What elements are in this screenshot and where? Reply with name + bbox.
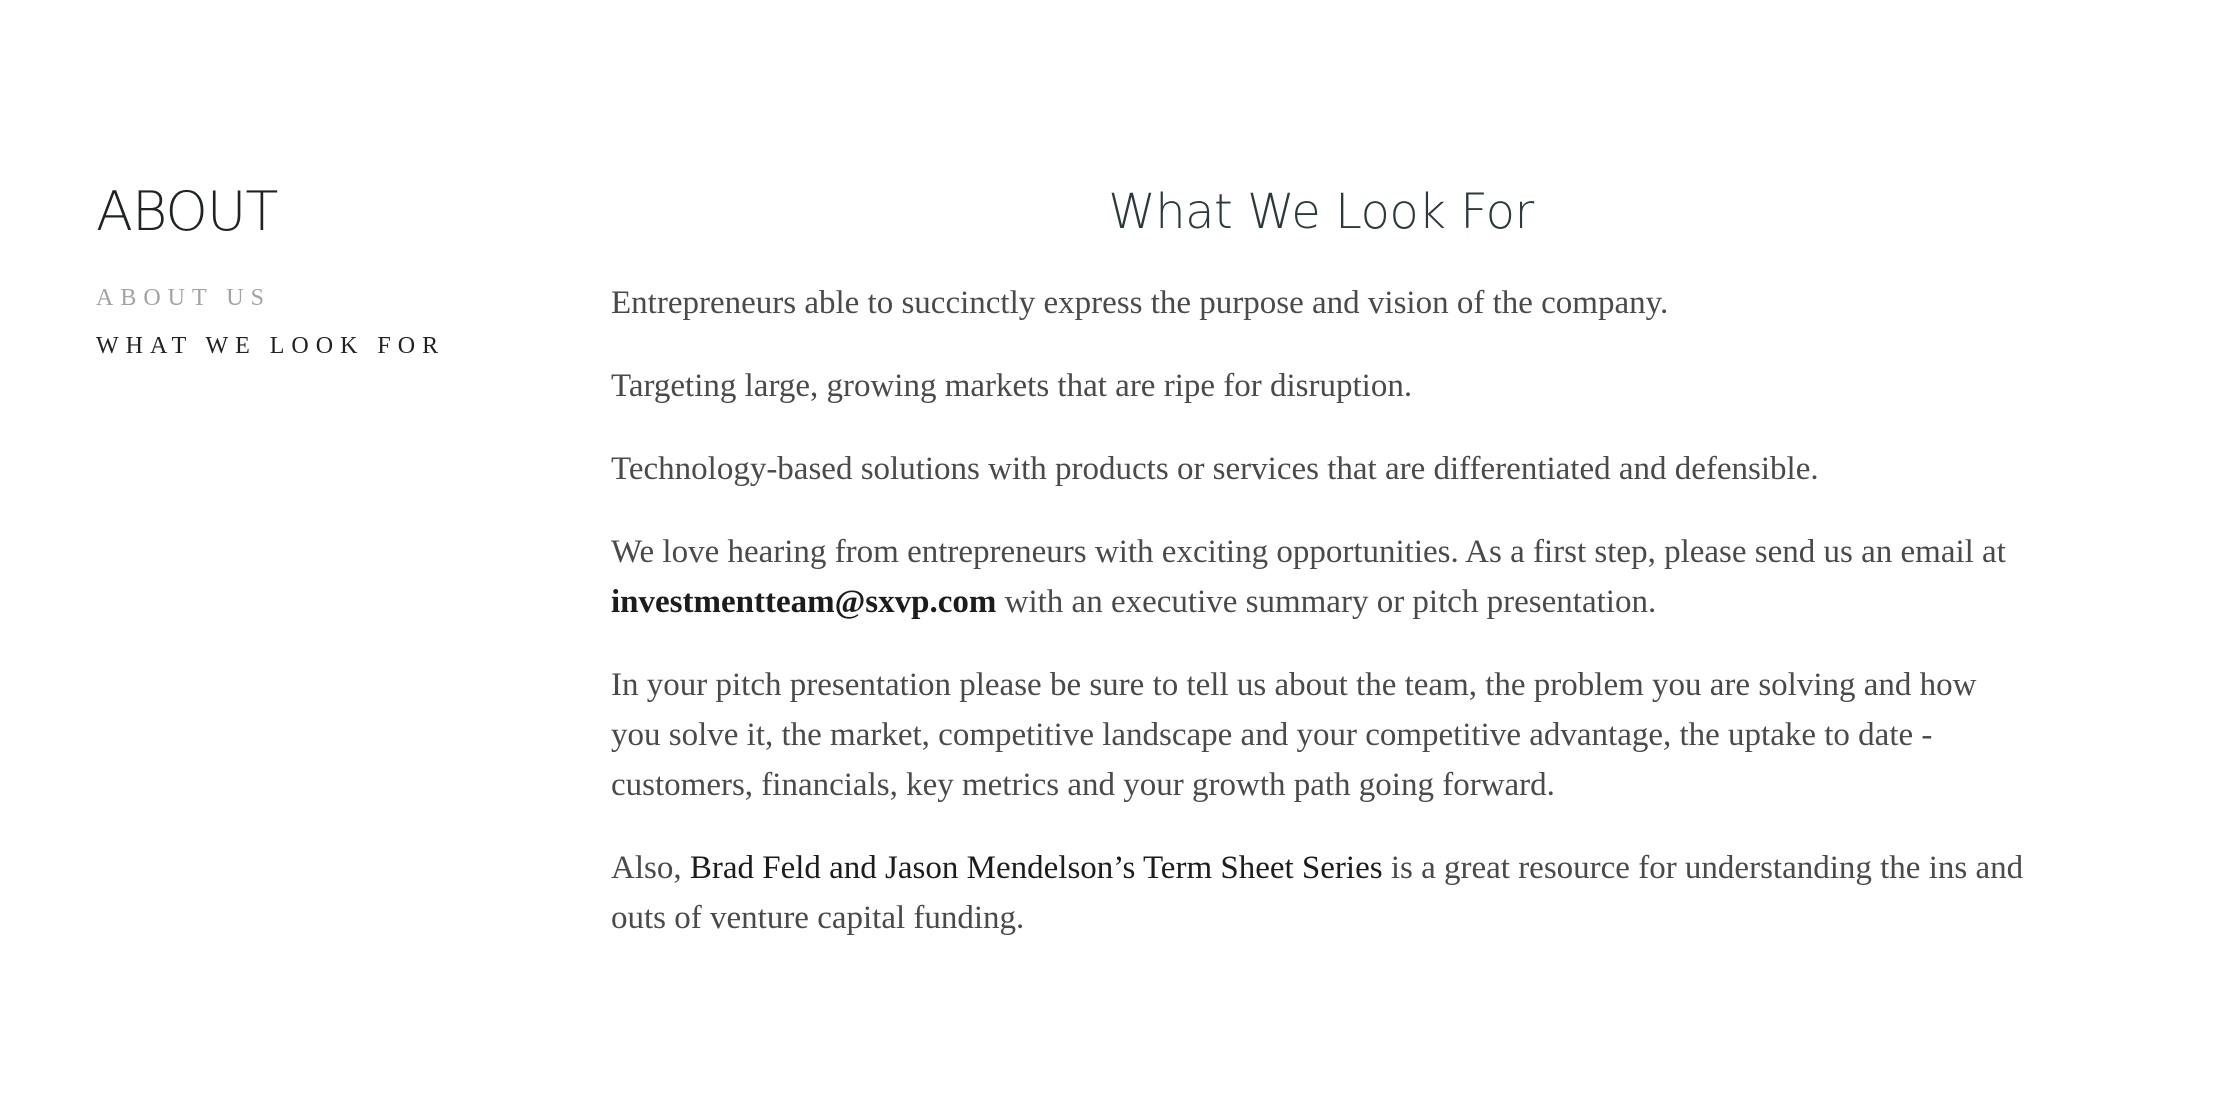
contact-text-before: We love hearing from entrepreneurs with exciting opportunities. As a first step, please send us an email at	[611, 534, 2006, 570]
sidebar-link-about-us[interactable]: ABOUT US	[96, 285, 271, 311]
page-title: What We Look For	[1108, 184, 1534, 240]
paragraph-contact	[611, 527, 2031, 627]
paragraph-markets: Targeting large, growing markets that are ripe for disruption.	[611, 368, 1413, 404]
sidebar-link-what-we-look-for[interactable]: WHAT WE LOOK FOR	[96, 333, 446, 359]
resource-text-after: is a great resource for understanding the ins and outs of venture capital funding.	[611, 850, 2024, 936]
term-sheet-series-link[interactable]: Brad Feld and Jason Mendelson’s Term Sheet Series	[689, 850, 1383, 886]
main-content	[611, 176, 2031, 976]
sidebar-title: ABOUT	[96, 180, 278, 243]
email-link[interactable]: investmentteam@sxvp.com	[611, 584, 997, 620]
paragraph-entrepreneurs: Entrepreneurs able to succinctly express the purpose and vision of the company.	[611, 285, 1669, 321]
paragraph-pitch-presentation: In your pitch presentation please be sure to tell us about the team, the problem you are solving and how you solve it, the market, competitive landscape and your competitive advantage, the uptake to date - customers, financials, key metrics and your growth path going forward.	[611, 667, 1977, 803]
paragraph-resource	[611, 843, 2031, 943]
resource-text-before: Also,	[611, 850, 690, 886]
contact-text-after: with an executive summary or pitch presentation.	[996, 584, 1657, 620]
paragraph-technology: Technology-based solutions with products or services that are differentiated and defensible.	[611, 451, 1819, 487]
sidebar-nav	[96, 176, 516, 370]
